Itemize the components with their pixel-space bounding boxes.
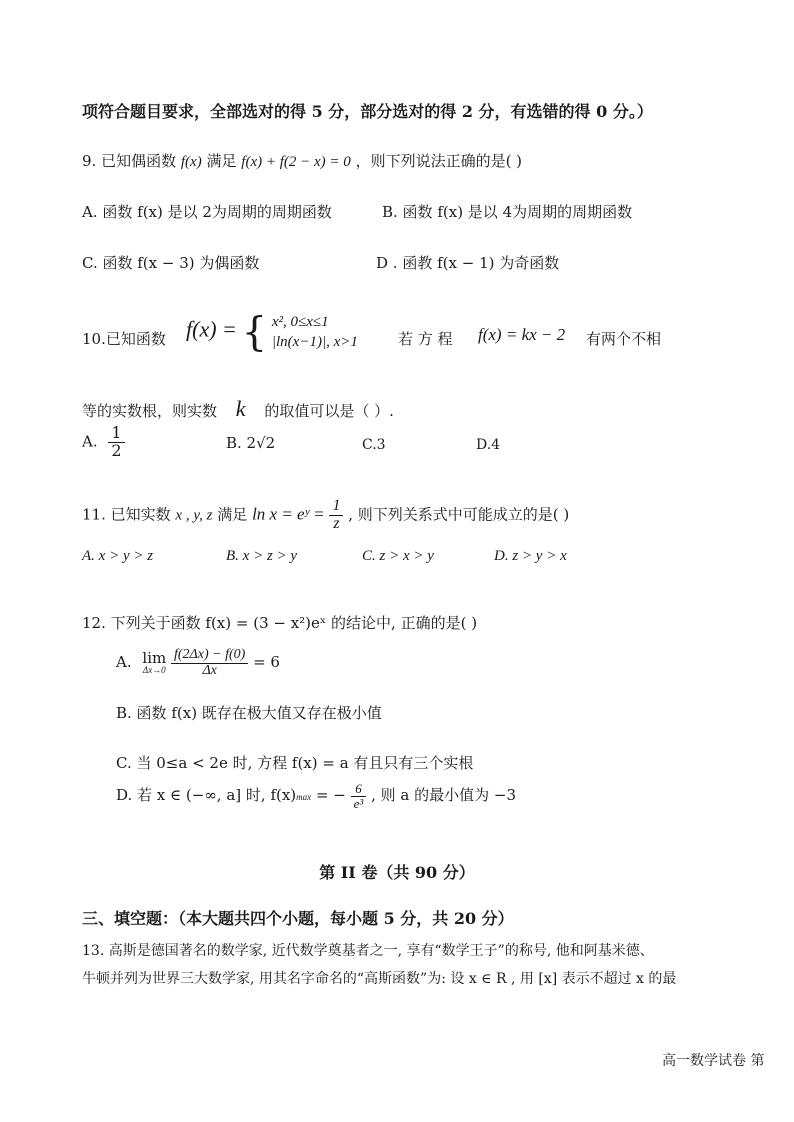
question-9-stem xyxy=(82,150,522,171)
q12-d-fraction xyxy=(351,782,367,810)
q12-d-sub: max xyxy=(296,792,312,803)
q12-option-a xyxy=(116,648,280,678)
q11-equation-left: ln x = eʸ = xyxy=(252,504,325,524)
q10-option-a-label: A. xyxy=(82,432,98,451)
q11-fraction xyxy=(329,498,343,533)
q12-lim-text: lim xyxy=(142,649,167,668)
q12-stem: 12. 下列关于函数 f(x) = (3 − x²)eˣ 的结论中, 正确的是( ) xyxy=(82,614,478,632)
q9-suffix: ，则下列说法正确的是( ) xyxy=(355,152,523,170)
q10-option-a-den: 2 xyxy=(111,440,122,460)
q11-prefix: 11. 已知实数 xyxy=(82,505,171,524)
q9-option-b: B. 函数 f(x) 是以 4为周期的周期函数 xyxy=(382,203,633,221)
q10-k: k xyxy=(235,396,246,421)
q10-prefix: 10.已知函数 xyxy=(82,330,166,348)
q10-line2-suffix: 的取值可以是（ ）. xyxy=(264,402,394,420)
q10-option-c: C.3 xyxy=(362,437,386,453)
section-2-title: 第 II 卷（共 90 分） xyxy=(319,863,475,882)
q11-option-a: A. x > y > z xyxy=(82,548,154,564)
q11-vars: x , y, z xyxy=(175,507,213,524)
q10-case-1: x², 0≤x≤1 xyxy=(271,314,329,330)
q13-line-2: 牛顿并列为世界三大数学家, 用其名字命名的“高斯函数”为: 设 x ∈ R , 用 [x] 表示不超过 x 的最 xyxy=(82,971,677,987)
q12-a-den: Δx xyxy=(202,662,217,678)
q12-d-suffix: , 则 a 的最小值为 −3 xyxy=(371,786,516,805)
q10-line2 xyxy=(82,396,394,422)
q12-d-mid: = − xyxy=(315,786,346,805)
q12-option-b: B. 函数 f(x) 既存在极大值又存在极小值 xyxy=(116,704,382,722)
q11-mid: 满足 xyxy=(217,505,248,524)
q9-option-c: C. 函数 f(x − 3) 为偶函数 xyxy=(82,254,260,272)
q10-option-a xyxy=(82,425,125,460)
q10-option-a-fraction xyxy=(108,425,124,460)
q10-mid: 若 方 程 xyxy=(398,330,453,348)
q9-f-x: f(x) xyxy=(180,154,202,170)
q12-a-rhs: = 6 xyxy=(253,653,280,672)
q12-limit xyxy=(142,651,166,675)
q10-case-2: |ln(x−1)|, x>1 xyxy=(271,334,358,351)
q10-f-label: f(x) = xyxy=(186,316,237,342)
q11-option-c: C. z > x > y xyxy=(362,548,434,564)
q9-option-a: A. 函数 f(x) 是以 2为周期的周期函数 xyxy=(82,203,332,221)
q12-d-prefix: D. 若 x ∈ (−∞, a] 时, f(x) xyxy=(116,786,297,805)
q11-suffix: , 则下列关系式中可能成立的是( ) xyxy=(348,505,570,524)
q10-suffix: 有两个不相 xyxy=(586,330,662,348)
q10-option-b: B. 2√2 xyxy=(226,434,276,452)
q10-function-def xyxy=(186,309,358,356)
q12-a-num: f(2Δx) − f(0) xyxy=(171,648,248,664)
q10-option-a-num: 1 xyxy=(108,425,124,443)
q11-option-b: B. x > z > y xyxy=(226,548,298,564)
q9-mid: 满足 xyxy=(206,152,237,170)
q12-option-a-fraction xyxy=(171,648,248,678)
q9-prefix: 9. 已知偶函数 xyxy=(82,152,177,170)
page-footer: 高一数学试卷 第 xyxy=(662,1053,765,1069)
q10-cases xyxy=(272,312,358,353)
q11-frac-den: z xyxy=(333,514,340,532)
instruction-text: 项符合题目要求，全部选对的得 5 分，部分选对的得 2 分，有选错的得 0 分。） xyxy=(82,102,653,121)
q11-frac-num: 1 xyxy=(329,498,343,516)
q11-option-d: D. z > y > x xyxy=(494,548,567,564)
q13-line-1: 13. 高斯是德国著名的数学家, 近代数学奠基者之一, 享有“数学王子”的称号, 他和阿基米德、 xyxy=(82,943,654,959)
q10-option-d: D.4 xyxy=(476,437,501,453)
q12-option-d xyxy=(116,782,516,810)
q10-line2-prefix: 等的实数根，则实数 xyxy=(82,402,218,420)
q12-d-num: 6 xyxy=(351,782,367,797)
question-11-stem xyxy=(82,498,569,533)
q12-option-a-label: A. xyxy=(116,653,132,672)
q12-lim-sub: Δx→0 xyxy=(142,665,166,676)
q12-d-den: e³ xyxy=(353,795,364,811)
q10-brace: { xyxy=(241,309,268,356)
section-3-heading: 三、填空题：（本大题共四个小题，每小题 5 分，共 20 分） xyxy=(82,909,514,928)
q10-equation: f(x) = kx − 2 xyxy=(478,325,566,344)
q12-option-c: C. 当 0≤a < 2e 时, 方程 f(x) = a 有且只有三个实根 xyxy=(116,754,474,772)
q9-equation: f(x) + f(2 − x) = 0 xyxy=(241,154,351,170)
q9-option-d: D . 函教 f(x − 1) 为奇函数 xyxy=(376,254,560,272)
